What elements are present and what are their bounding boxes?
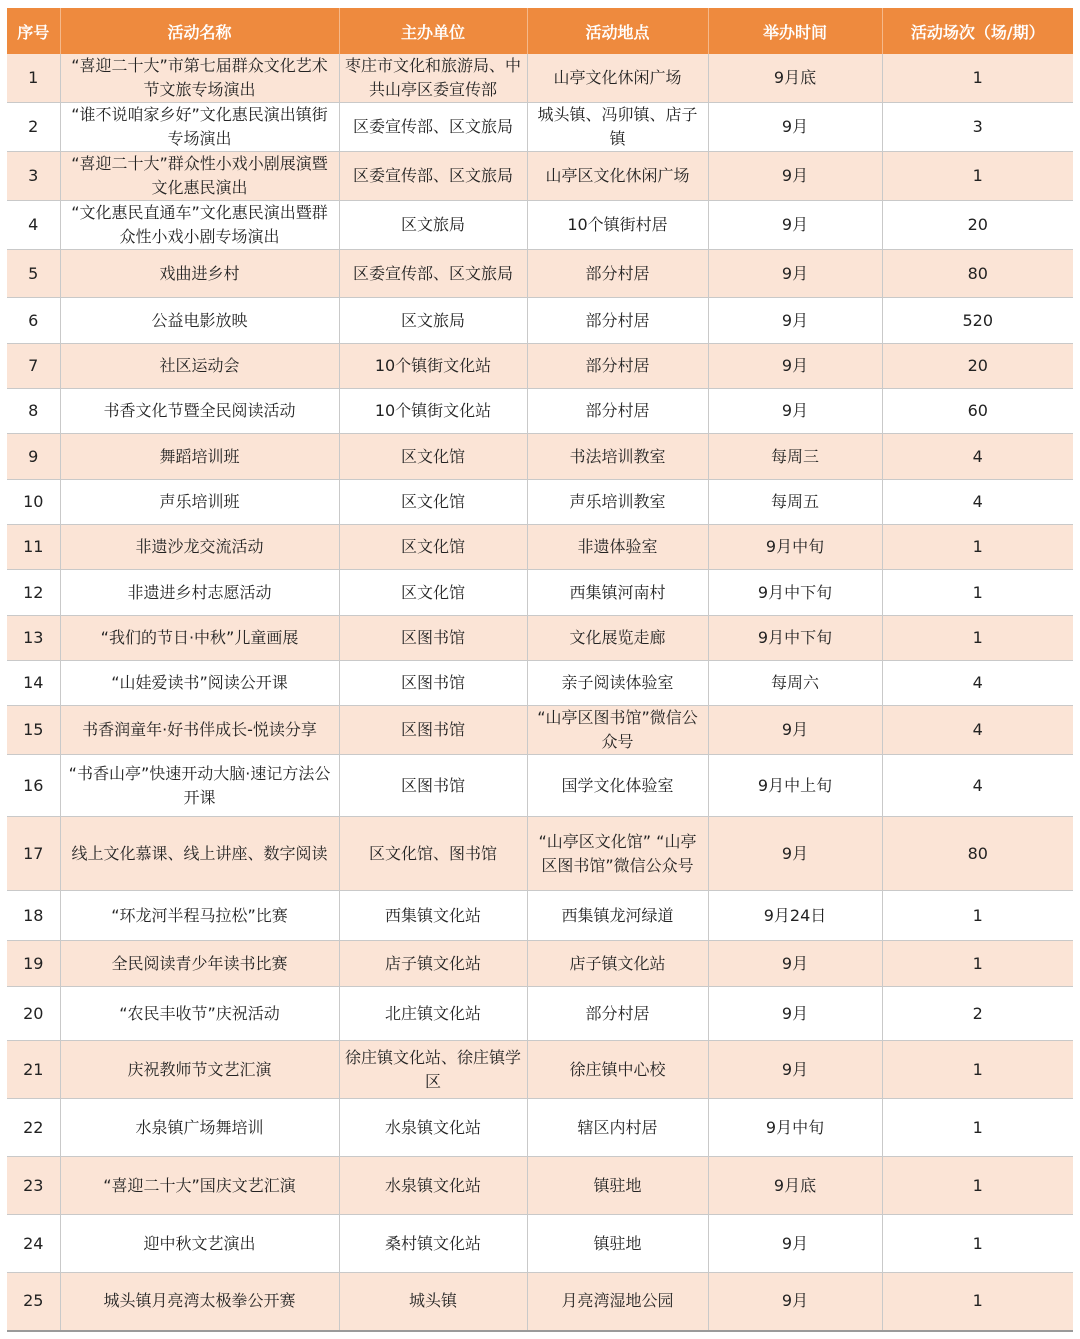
cell-time: 9月底 (708, 54, 882, 103)
cell-organizer: 城头镇 (339, 1273, 527, 1331)
cell-location: 10个镇街村居 (527, 201, 708, 250)
cell-index: 24 (7, 1215, 60, 1273)
cell-activity-name: “喜迎二十大”群众性小戏小剧展演暨文化惠民演出 (60, 152, 339, 201)
cell-activity-name: 舞蹈培训班 (60, 434, 339, 480)
cell-location: 辖区内村居 (527, 1099, 708, 1157)
cell-location: 山亭文化休闲广场 (527, 54, 708, 103)
table-row (7, 1099, 1073, 1157)
cell-sessions: 1 (882, 616, 1073, 661)
cell-organizer: 区文化馆 (339, 570, 527, 616)
cell-index: 25 (7, 1273, 60, 1331)
cell-activity-name: 书香文化节暨全民阅读活动 (60, 389, 339, 434)
cell-index: 5 (7, 250, 60, 298)
table-row (7, 706, 1073, 755)
table-row (7, 434, 1073, 480)
cell-organizer: 桑村镇文化站 (339, 1215, 527, 1273)
cell-organizer: 西集镇文化站 (339, 891, 527, 941)
cell-index: 8 (7, 389, 60, 434)
cell-sessions: 1 (882, 1273, 1073, 1331)
cell-organizer: 区委宣传部、区文旅局 (339, 103, 527, 152)
cell-location: 西集镇河南村 (527, 570, 708, 616)
cell-location: 部分村居 (527, 250, 708, 298)
cell-activity-name: 庆祝教师节文艺汇演 (60, 1041, 339, 1099)
table-row (7, 152, 1073, 201)
cell-location: 西集镇龙河绿道 (527, 891, 708, 941)
cell-activity-name: 非遗沙龙交流活动 (60, 525, 339, 570)
cell-activity-name: “谁不说咱家乡好”文化惠民演出镇街专场演出 (60, 103, 339, 152)
cell-sessions: 1 (882, 1041, 1073, 1099)
cell-organizer: 区图书馆 (339, 755, 527, 817)
cell-sessions: 1 (882, 891, 1073, 941)
cell-organizer: 区文旅局 (339, 298, 527, 344)
cell-index: 21 (7, 1041, 60, 1099)
cell-activity-name: 非遗进乡村志愿活动 (60, 570, 339, 616)
cell-sessions: 520 (882, 298, 1073, 344)
cell-time: 9月 (708, 1273, 882, 1331)
cell-organizer: 区图书馆 (339, 616, 527, 661)
table-row (7, 344, 1073, 389)
cell-index: 22 (7, 1099, 60, 1157)
cell-organizer: 水泉镇文化站 (339, 1157, 527, 1215)
table-row (7, 298, 1073, 344)
cell-sessions: 1 (882, 525, 1073, 570)
header-index: 序号 (7, 8, 60, 54)
table-row (7, 250, 1073, 298)
cell-location: 部分村居 (527, 344, 708, 389)
cell-index: 23 (7, 1157, 60, 1215)
cell-index: 6 (7, 298, 60, 344)
cell-time: 9月24日 (708, 891, 882, 941)
cell-sessions: 4 (882, 755, 1073, 817)
cell-index: 19 (7, 941, 60, 987)
header-organizer: 主办单位 (339, 8, 527, 54)
cell-activity-name: “农民丰收节”庆祝活动 (60, 987, 339, 1041)
cell-activity-name: 水泉镇广场舞培训 (60, 1099, 339, 1157)
cell-time: 9月 (708, 941, 882, 987)
cell-time: 9月中旬 (708, 1099, 882, 1157)
cell-sessions: 2 (882, 987, 1073, 1041)
cell-location: 非遗体验室 (527, 525, 708, 570)
table-row (7, 661, 1073, 706)
cell-location: 月亮湾湿地公园 (527, 1273, 708, 1331)
cell-time: 9月中下旬 (708, 570, 882, 616)
table-row (7, 54, 1073, 103)
cell-sessions: 1 (882, 941, 1073, 987)
cell-time: 每周六 (708, 661, 882, 706)
cell-sessions: 4 (882, 480, 1073, 525)
cell-organizer: 区文化馆、图书馆 (339, 817, 527, 891)
table-row (7, 891, 1073, 941)
cell-organizer: 区委宣传部、区文旅局 (339, 250, 527, 298)
header-sessions: 活动场次（场/期） (882, 8, 1073, 54)
cell-index: 11 (7, 525, 60, 570)
cell-organizer: 北庄镇文化站 (339, 987, 527, 1041)
table-row (7, 1273, 1073, 1331)
cell-organizer: 区图书馆 (339, 661, 527, 706)
table-row (7, 389, 1073, 434)
cell-organizer: 徐庄镇文化站、徐庄镇学区 (339, 1041, 527, 1099)
cell-time: 9月 (708, 201, 882, 250)
cell-organizer: 水泉镇文化站 (339, 1099, 527, 1157)
header-time: 举办时间 (708, 8, 882, 54)
cell-index: 18 (7, 891, 60, 941)
cell-time: 9月 (708, 103, 882, 152)
cell-location: “山亭区文化馆” “山亭区图书馆”微信公众号 (527, 817, 708, 891)
cell-activity-name: 公益电影放映 (60, 298, 339, 344)
cell-time: 每周五 (708, 480, 882, 525)
table-row (7, 1041, 1073, 1099)
cell-location: “山亭区图书馆”微信公众号 (527, 706, 708, 755)
cell-sessions: 4 (882, 706, 1073, 755)
cell-location: 书法培训教室 (527, 434, 708, 480)
table-row (7, 987, 1073, 1041)
cell-location: 国学文化体验室 (527, 755, 708, 817)
cell-activity-name: 书香润童年·好书伴成长-悦读分享 (60, 706, 339, 755)
cell-activity-name: 迎中秋文艺演出 (60, 1215, 339, 1273)
cell-sessions: 1 (882, 54, 1073, 103)
header-location: 活动地点 (527, 8, 708, 54)
cell-sessions: 4 (882, 661, 1073, 706)
cell-activity-name: 戏曲进乡村 (60, 250, 339, 298)
cell-activity-name: “我们的节日·中秋”儿童画展 (60, 616, 339, 661)
cell-sessions: 1 (882, 1099, 1073, 1157)
cell-time: 9月中旬 (708, 525, 882, 570)
cell-location: 店子镇文化站 (527, 941, 708, 987)
cell-time: 9月 (708, 1041, 882, 1099)
table-row (7, 480, 1073, 525)
cell-location: 亲子阅读体验室 (527, 661, 708, 706)
header-activity-name: 活动名称 (60, 8, 339, 54)
cell-organizer: 10个镇街文化站 (339, 344, 527, 389)
cell-activity-name: “环龙河半程马拉松”比赛 (60, 891, 339, 941)
cell-location: 部分村居 (527, 389, 708, 434)
cell-location: 镇驻地 (527, 1215, 708, 1273)
cell-sessions: 80 (882, 250, 1073, 298)
cell-index: 16 (7, 755, 60, 817)
cell-organizer: 区图书馆 (339, 706, 527, 755)
cell-index: 7 (7, 344, 60, 389)
cell-activity-name: “文化惠民直通车”文化惠民演出暨群众性小戏小剧专场演出 (60, 201, 339, 250)
cell-location: 山亭区文化休闲广场 (527, 152, 708, 201)
cell-sessions: 20 (882, 344, 1073, 389)
cell-time: 9月 (708, 389, 882, 434)
cell-location: 部分村居 (527, 298, 708, 344)
cell-activity-name: 全民阅读青少年读书比赛 (60, 941, 339, 987)
cell-index: 9 (7, 434, 60, 480)
cell-activity-name: “书香山亭”快速开动大脑·速记方法公开课 (60, 755, 339, 817)
cell-index: 17 (7, 817, 60, 891)
cell-sessions: 20 (882, 201, 1073, 250)
cell-activity-name: “山娃爱读书”阅读公开课 (60, 661, 339, 706)
cell-time: 9月底 (708, 1157, 882, 1215)
table-row (7, 201, 1073, 250)
cell-sessions: 1 (882, 1157, 1073, 1215)
table-row (7, 570, 1073, 616)
cell-organizer: 区文旅局 (339, 201, 527, 250)
cell-time: 9月 (708, 1215, 882, 1273)
cell-time: 9月 (708, 250, 882, 298)
table-row (7, 525, 1073, 570)
cell-organizer: 区委宣传部、区文旅局 (339, 152, 527, 201)
table-row (7, 103, 1073, 152)
cell-activity-name: 社区运动会 (60, 344, 339, 389)
cell-location: 部分村居 (527, 987, 708, 1041)
cell-index: 2 (7, 103, 60, 152)
cell-time: 9月 (708, 152, 882, 201)
cell-sessions: 1 (882, 1215, 1073, 1273)
cell-organizer: 10个镇街文化站 (339, 389, 527, 434)
cell-time: 9月中上旬 (708, 755, 882, 817)
cell-time: 9月 (708, 706, 882, 755)
cell-time: 每周三 (708, 434, 882, 480)
cell-index: 1 (7, 54, 60, 103)
cell-sessions: 4 (882, 434, 1073, 480)
cell-sessions: 3 (882, 103, 1073, 152)
cell-time: 9月 (708, 987, 882, 1041)
header-row (7, 8, 1073, 54)
cell-location: 文化展览走廊 (527, 616, 708, 661)
table-row (7, 616, 1073, 661)
cell-time: 9月 (708, 344, 882, 389)
cell-sessions: 1 (882, 152, 1073, 201)
table-row (7, 1157, 1073, 1215)
cell-index: 15 (7, 706, 60, 755)
activity-table (7, 8, 1073, 1332)
cell-activity-name: 城头镇月亮湾太极拳公开赛 (60, 1273, 339, 1331)
table-row (7, 755, 1073, 817)
cell-activity-name: “喜迎二十大”市第七届群众文化艺术节文旅专场演出 (60, 54, 339, 103)
cell-organizer: 区文化馆 (339, 434, 527, 480)
cell-sessions: 60 (882, 389, 1073, 434)
cell-location: 城头镇、冯卯镇、店子镇 (527, 103, 708, 152)
cell-sessions: 80 (882, 817, 1073, 891)
cell-activity-name: 线上文化慕课、线上讲座、数字阅读 (60, 817, 339, 891)
cell-activity-name: 声乐培训班 (60, 480, 339, 525)
table-row (7, 817, 1073, 891)
cell-organizer: 区文化馆 (339, 525, 527, 570)
cell-index: 4 (7, 201, 60, 250)
cell-location: 声乐培训教室 (527, 480, 708, 525)
cell-index: 10 (7, 480, 60, 525)
cell-activity-name: “喜迎二十大”国庆文艺汇演 (60, 1157, 339, 1215)
cell-index: 3 (7, 152, 60, 201)
cell-index: 14 (7, 661, 60, 706)
table-row (7, 1215, 1073, 1273)
cell-time: 9月 (708, 817, 882, 891)
cell-index: 20 (7, 987, 60, 1041)
cell-time: 9月 (708, 298, 882, 344)
cell-organizer: 枣庄市文化和旅游局、中共山亭区委宣传部 (339, 54, 527, 103)
cell-organizer: 区文化馆 (339, 480, 527, 525)
cell-location: 镇驻地 (527, 1157, 708, 1215)
cell-sessions: 1 (882, 570, 1073, 616)
cell-index: 13 (7, 616, 60, 661)
cell-organizer: 店子镇文化站 (339, 941, 527, 987)
cell-location: 徐庄镇中心校 (527, 1041, 708, 1099)
cell-time: 9月中下旬 (708, 616, 882, 661)
cell-index: 12 (7, 570, 60, 616)
table-row (7, 941, 1073, 987)
